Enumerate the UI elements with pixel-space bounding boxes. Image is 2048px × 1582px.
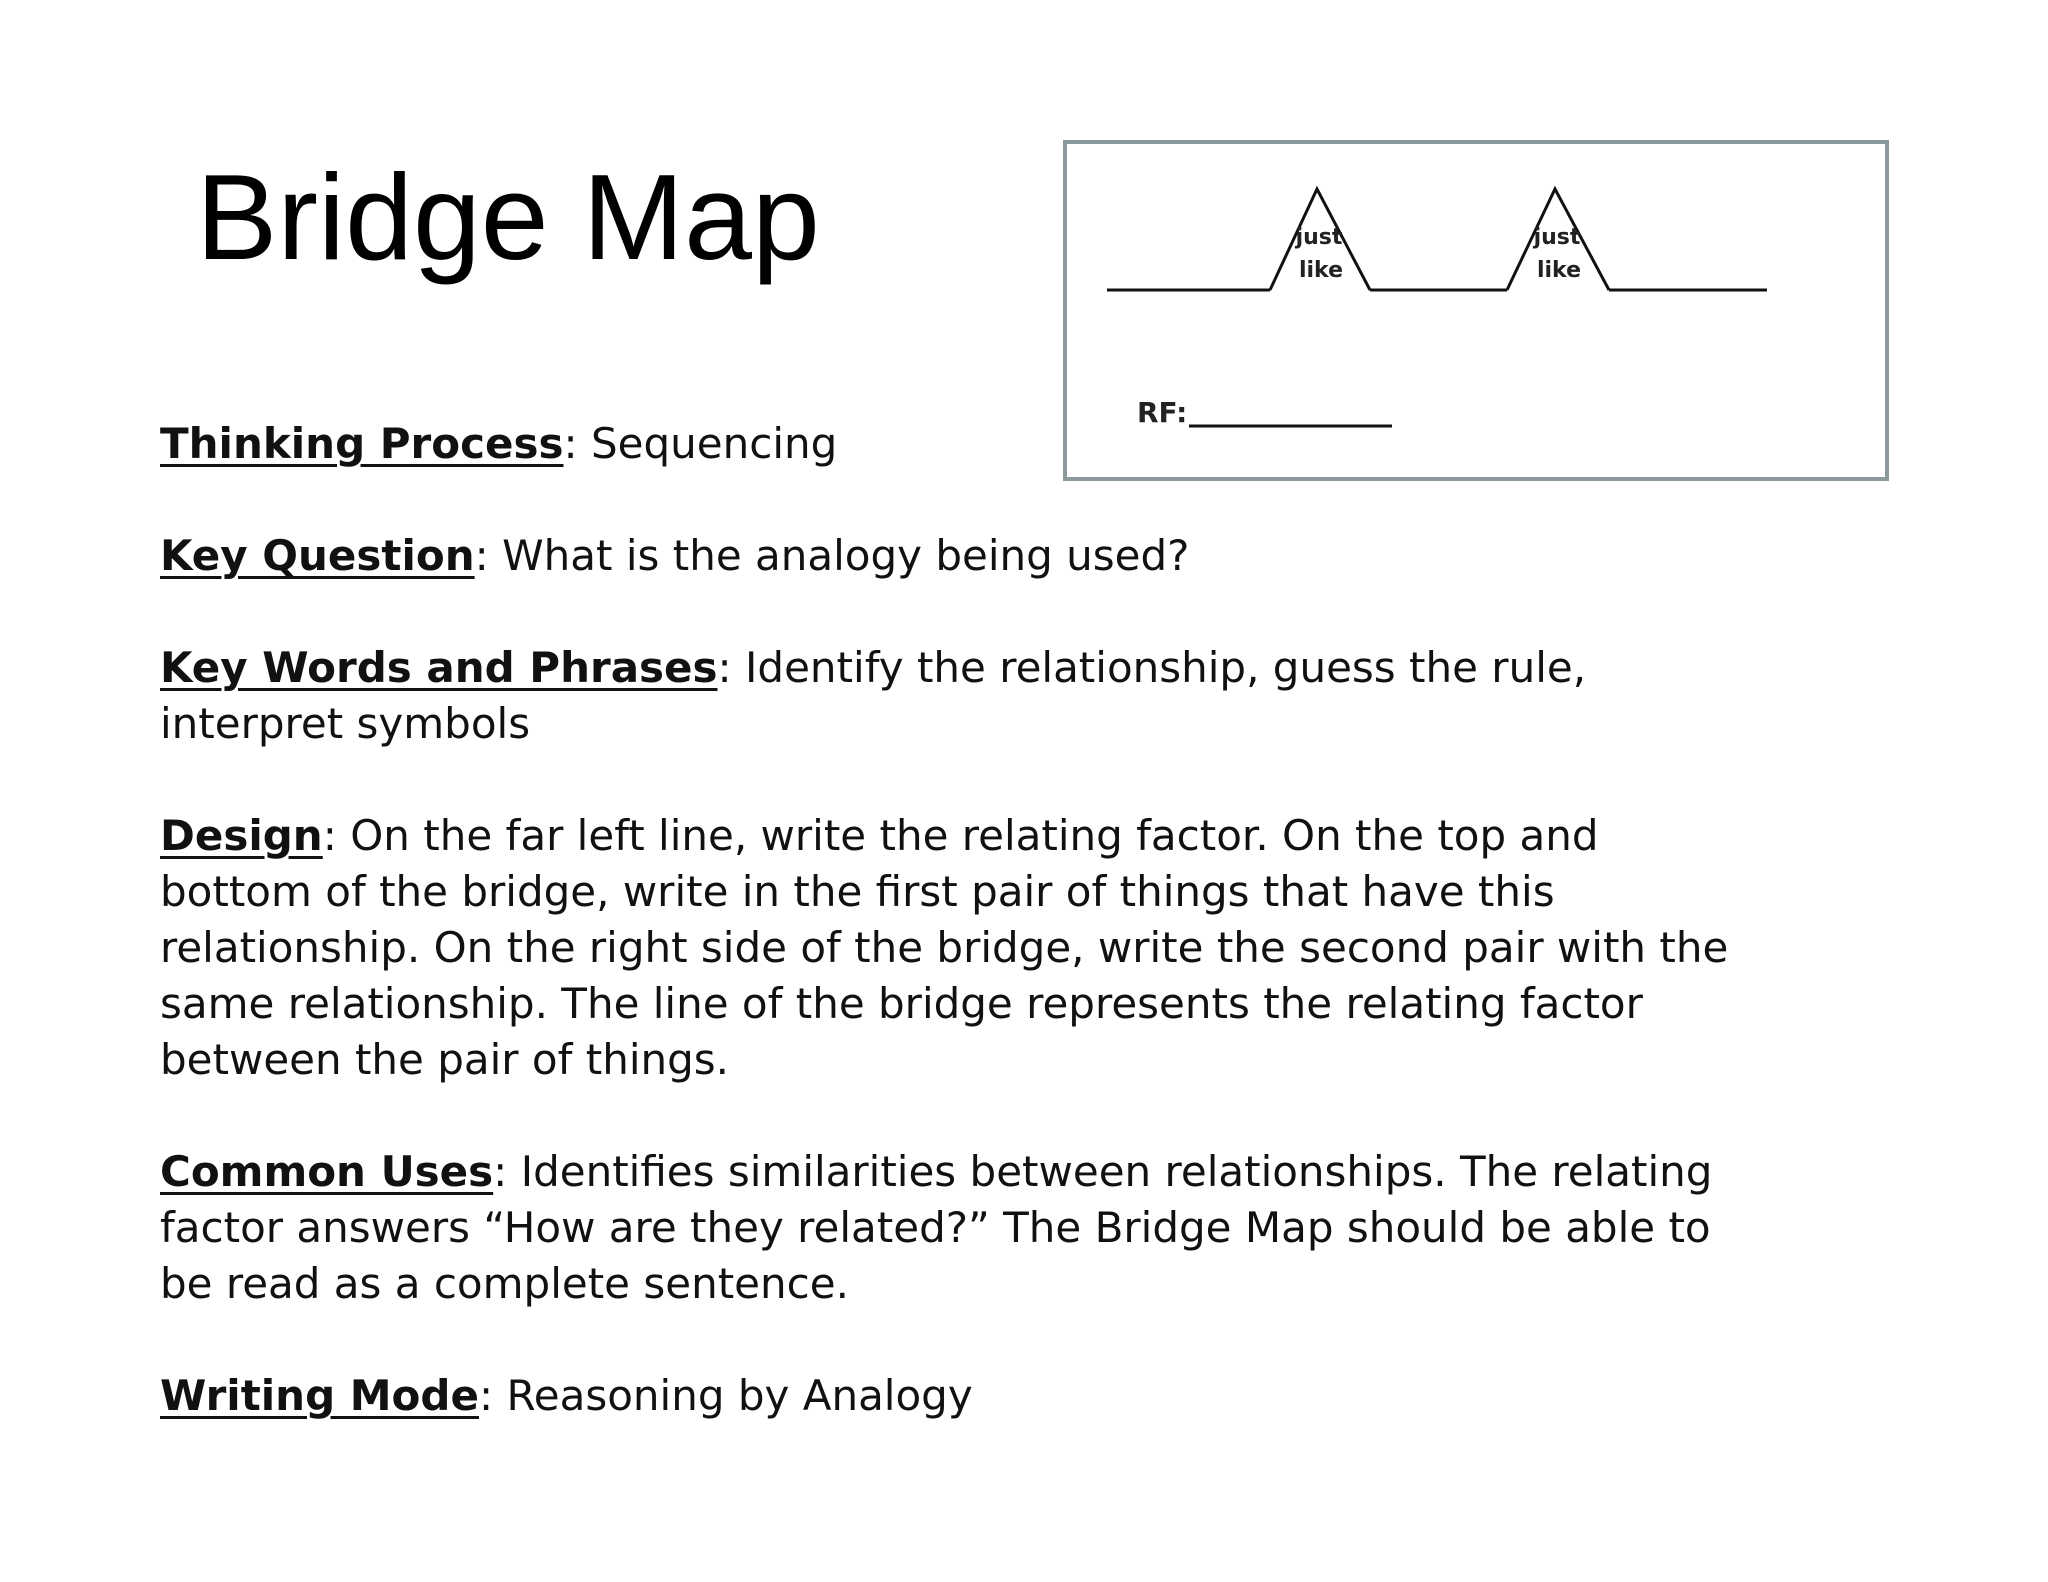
common-uses-section: Common Uses: Identifies similarities between relationships. The relating factor answers “How are they related?” The Bridge Map should be able to be read as a complete sentence. [160,1147,1713,1308]
key-words-section: Key Words and Phrases: Identify the relationship, guess the rule, interpret symbols [160,643,1587,748]
section-text: Identifies similarities between relationships. The relating factor answers “How are they related?” The Bridge Map should be able to be read as a complete sentence. [160,1147,1713,1308]
bridge-label-bottom-2: like [1536,258,1582,283]
section-text: Sequencing [591,419,838,468]
page-title: Bridge Map [196,149,820,285]
section-label: Design [160,811,323,860]
rf-label: RF: [1137,396,1188,429]
key-question-section: Key Question: What is the analogy being used? [160,531,1190,580]
thinking-process-section: Thinking Process: Sequencing [160,419,838,468]
design-section: Design: On the far left line, write the relating factor. On the top and bottom of the bridge, write in the first pair of things that have this relationship. On the right side of the bridge, write the second pair with the same relationship. The line of the bridge represents the relating factor between the pair of things. [160,811,1729,1084]
bridge-label-top-2: just [1533,225,1581,250]
section-label: Common Uses [160,1147,494,1196]
writing-mode-section: Writing Mode: Reasoning by Analogy [160,1371,973,1420]
section-text: Identify the relationship, guess the rule, interpret symbols [160,643,1587,748]
section-text: On the far left line, write the relating factor. On the top and bottom of the bridge, write in the first pair of things that have this relationship. On the right side of the bridge, write the second pair with the same relationship. The line of the bridge represents the relating factor between the pair of things. [160,811,1729,1084]
section-text: Reasoning by Analogy [506,1371,973,1420]
section-label: Thinking Process [160,419,564,468]
section-label: Writing Mode [160,1371,479,1420]
description-content [160,416,1760,1480]
bridge-label-top-1: just [1295,225,1343,250]
section-label: Key Question [160,531,475,580]
bridge-label-bottom-1: like [1298,258,1344,283]
section-label: Key Words and Phrases [160,643,718,692]
section-text: What is the analogy being used? [502,531,1190,580]
